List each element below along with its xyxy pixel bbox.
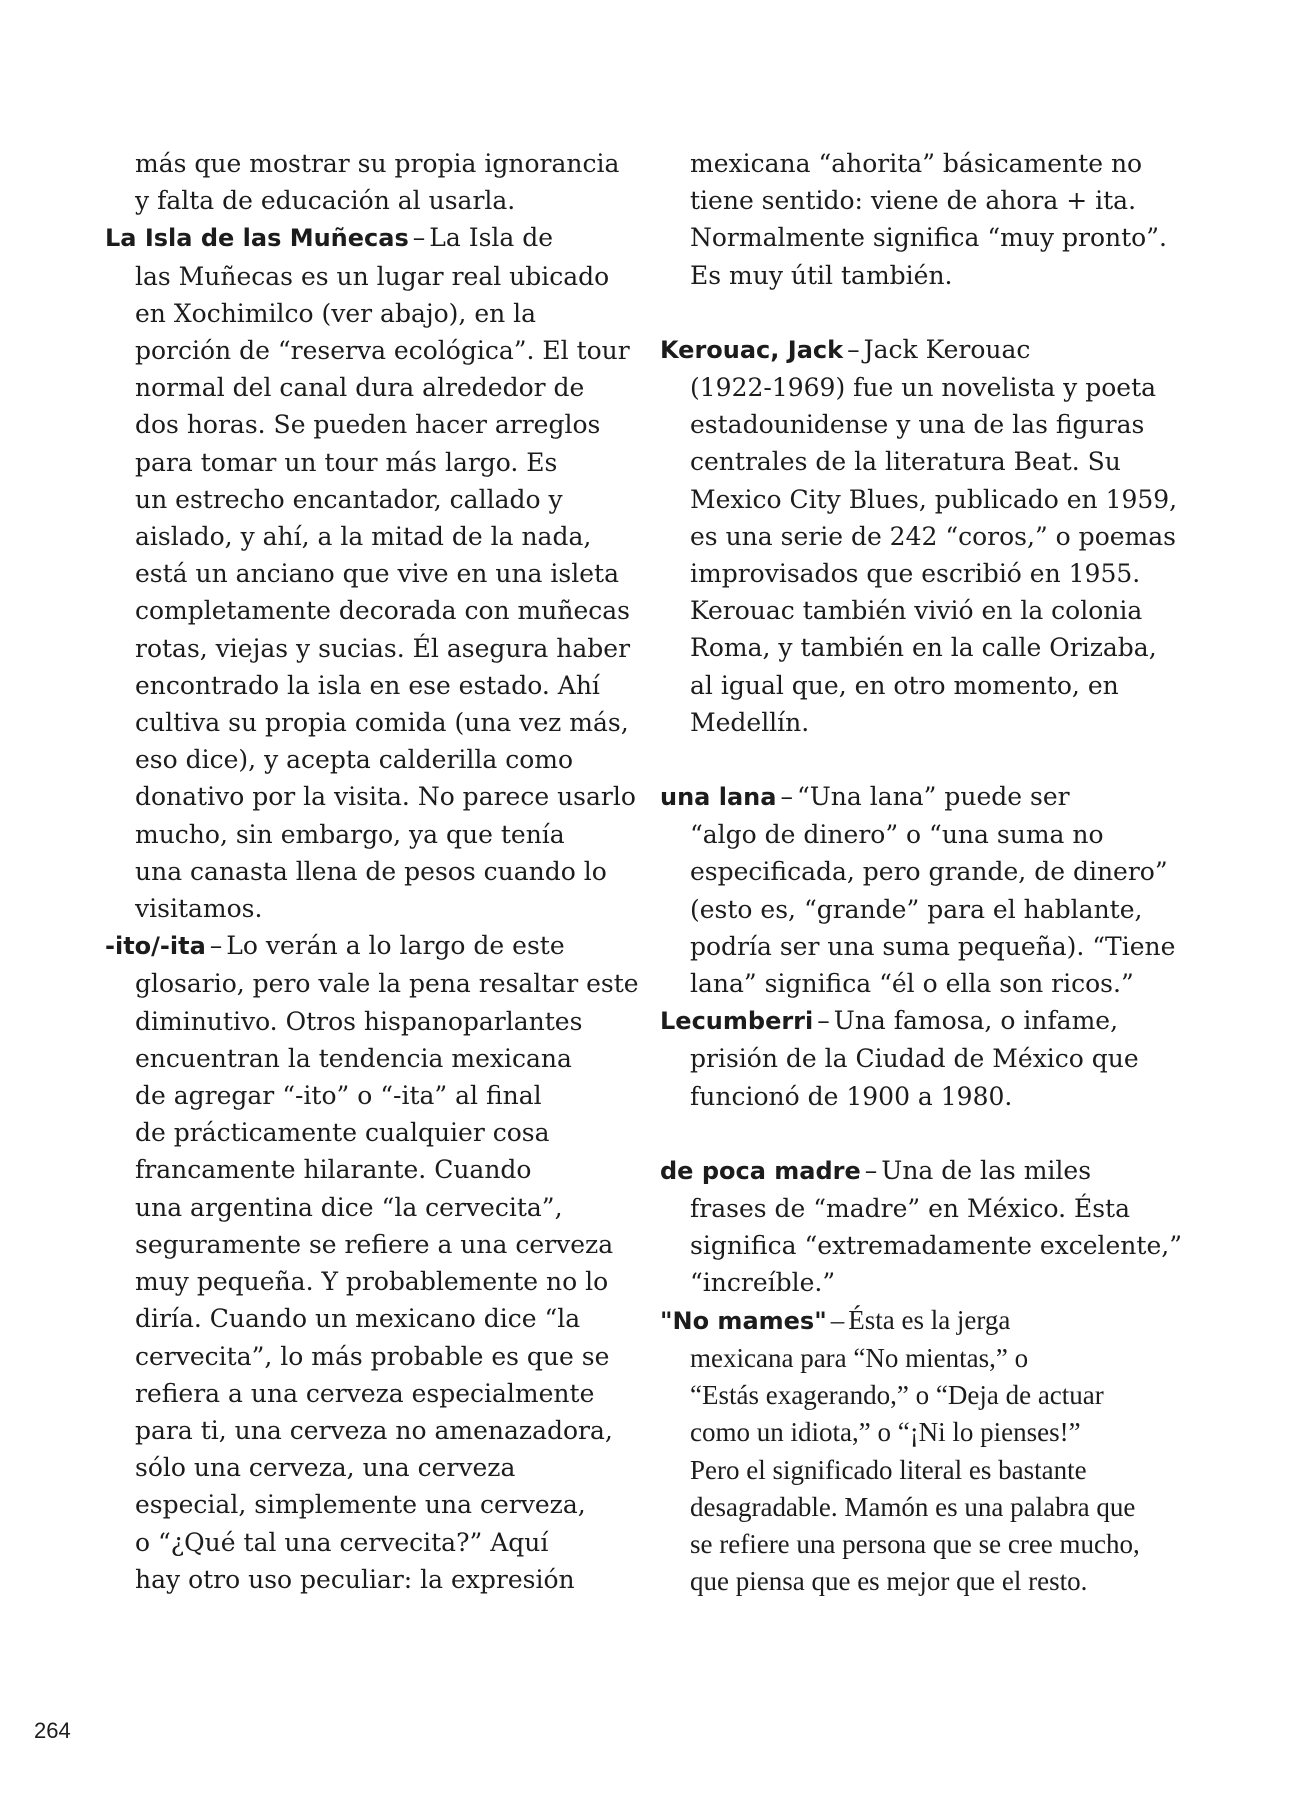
text-line: de agregar “-ito” o “-ita” al final	[135, 1081, 542, 1111]
text-line: como un idiota,” o “¡Ni lo pienses!”	[690, 1417, 1081, 1448]
glossary-term: "No mames"	[660, 1306, 827, 1335]
text-line: que piensa que es mejor que el resto.	[690, 1566, 1088, 1597]
glossary-entry-una-lana	[660, 778, 1190, 1002]
text-line: un estrecho encantador, callado y	[135, 484, 563, 514]
text-line: encuentran la tendencia mexicana	[135, 1043, 572, 1073]
text-line: las Muñecas es un lugar real ubicado	[135, 261, 610, 291]
glossary-entry-de-poca-madre	[660, 1152, 1190, 1302]
text-line: lana” significa “él o ella son ricos.”	[690, 969, 1134, 999]
entry-spacer	[660, 294, 1190, 331]
continued-text	[660, 145, 1190, 294]
entry-dash: –	[830, 1304, 845, 1335]
text-line: se refiere una persona que se cree mucho,	[690, 1528, 1140, 1559]
right-column	[660, 145, 1190, 1600]
text-line: Medellín.	[690, 707, 810, 737]
text-line: diría. Cuando un mexicano dice “la	[135, 1304, 581, 1334]
text-line: prisión de la Ciudad de México que	[690, 1044, 1139, 1074]
text-line: “Estás exagerando,” o “Deja de actuar	[690, 1380, 1104, 1411]
text-line: Ésta es la jerga	[848, 1304, 1011, 1335]
text-line: diminutivo. Otros hispanoparlantes	[135, 1006, 583, 1036]
text-line: Jack Kerouac	[863, 334, 1031, 364]
text-line: normal del canal dura alrededor de	[135, 373, 585, 403]
text-line: donativo por la visita. No parece usarlo	[135, 782, 636, 812]
text-line: de prácticamente cualquier cosa	[135, 1118, 550, 1148]
text-line: porción de “reserva ecológica”. El tour	[135, 336, 630, 366]
left-column	[105, 145, 639, 1598]
text-line: funcionó de 1900 a 1980.	[690, 1081, 1013, 1111]
text-line: La Isla de	[429, 223, 554, 253]
entry-dash: –	[209, 931, 223, 961]
text-line: “Una lana” puede ser	[796, 782, 1070, 812]
glossary-entry-isla-munecas	[105, 219, 635, 927]
text-line: para tomar un tour más largo. Es	[135, 447, 558, 477]
text-line: Mexico City Blues, publicado en 1959,	[690, 484, 1178, 514]
text-line: mexicana “ahorita” básicamente no	[690, 149, 1143, 178]
text-line: significa “extremadamente excelente,”	[690, 1231, 1182, 1261]
text-line: Roma, y también en la calle Orizaba,	[690, 633, 1157, 663]
text-line: rotas, viejas y sucias. Él asegura haber	[135, 633, 631, 663]
text-line: Una de las miles	[881, 1155, 1092, 1185]
entry-spacer	[660, 741, 1190, 778]
text-line: Kerouac también vivió en la colonia	[690, 596, 1143, 626]
text-line: Lo verán a lo largo de este	[226, 931, 565, 961]
text-line: especificada, pero grande, de dinero”	[690, 857, 1168, 887]
entry-dash: –	[817, 1006, 830, 1036]
glossary-term: Kerouac, Jack	[660, 335, 844, 364]
text-line: visitamos.	[135, 894, 263, 924]
text-line: una argentina dice “la cervecita”,	[135, 1192, 563, 1222]
text-line: frases de “madre” en México. Ésta	[690, 1194, 1130, 1224]
text-line: “algo de dinero” o “una suma no	[690, 820, 1104, 850]
text-line: Normalmente significa “muy pronto”.	[690, 223, 1167, 253]
text-line: más que mostrar su propia ignorancia	[135, 149, 620, 178]
continued-text	[105, 145, 635, 219]
text-line: francamente hilarante. Cuando	[135, 1155, 532, 1185]
text-line: Pero el significado literal es bastante	[690, 1454, 1087, 1485]
text-line: eso dice), y acepta calderilla como	[135, 745, 574, 775]
glossary-term: -ito/-ita	[105, 932, 206, 961]
text-line: cervecita”, lo más probable es que se	[135, 1341, 610, 1371]
text-line: centrales de la literatura Beat. Su	[690, 447, 1121, 477]
text-line: aislado, y ahí, a la mitad de la nada,	[135, 522, 592, 552]
text-line: sólo una cerveza, una cerveza	[135, 1453, 516, 1483]
text-line: es una serie de 242 “coros,” o poemas	[690, 521, 1176, 551]
glossary-entry-kerouac	[660, 331, 1190, 741]
text-line: Una famosa, o infame,	[833, 1006, 1119, 1036]
text-line: al igual que, en otro momento, en	[690, 670, 1119, 700]
text-line: podría ser una suma pequeña). “Tiene	[690, 931, 1176, 961]
glossary-entry-no-mames	[660, 1302, 1190, 1601]
text-line: hay otro uso peculiar: la expresión	[135, 1564, 575, 1594]
text-line: una canasta llena de pesos cuando lo	[135, 856, 607, 886]
text-line: (1922-1969) fue un novelista y poeta	[690, 373, 1157, 403]
glossary-entry-ito-ita	[105, 927, 639, 1598]
glossary-term: Lecumberri	[660, 1007, 814, 1036]
text-line: refiera a una cerveza especialmente	[135, 1378, 595, 1408]
entry-dash: –	[864, 1155, 878, 1185]
glossary-term: La Isla de las Muñecas	[105, 224, 409, 253]
glossary-term: de poca madre	[660, 1156, 861, 1185]
text-line: mucho, sin embargo, ya que tenía	[135, 819, 565, 849]
text-line: para ti, una cerveza no amenazadora,	[135, 1415, 613, 1445]
text-line: mexicana para “No mientas,” o	[690, 1342, 1029, 1373]
text-line: improvisados que escribió en 1955.	[690, 559, 1141, 589]
text-line: está un anciano que vive en una isleta	[135, 559, 619, 589]
glossary-term: una lana	[660, 783, 777, 812]
text-line: en Xochimilco (ver abajo), en la	[135, 298, 537, 328]
entry-dash: –	[412, 223, 426, 253]
text-line: Es muy útil también.	[690, 260, 953, 290]
text-line: especial, simplemente una cerveza,	[135, 1490, 586, 1520]
text-line: “increíble.”	[690, 1268, 836, 1298]
text-line: dos horas. Se pueden hacer arreglos	[135, 410, 601, 440]
text-line: desagradable. Mamón es una palabra que	[690, 1491, 1136, 1522]
text-line: o “¿Qué tal una cervecita?” Aquí	[135, 1527, 549, 1557]
page-number: 264	[34, 1718, 71, 1743]
text-line: encontrado la isla en ese estado. Ahí	[135, 670, 600, 700]
text-line: muy pequeña. Y probablemente no lo	[135, 1267, 609, 1297]
text-line: y falta de educación al usarla.	[135, 186, 516, 216]
text-line: cultiva su propia comida (una vez más,	[135, 708, 629, 738]
entry-spacer	[660, 1115, 1190, 1152]
text-line: completamente decorada con muñecas	[135, 596, 630, 626]
text-line: glosario, pero vale la pena resaltar este	[135, 969, 639, 999]
entry-dash: –	[847, 334, 860, 364]
text-line: (esto es, “grande” para el hablante,	[690, 894, 1143, 924]
text-line: tiene sentido: viene de ahora + ita.	[690, 186, 1137, 216]
text-line: estadounidense y una de las figuras	[690, 410, 1145, 440]
entry-dash: –	[780, 782, 793, 812]
glossary-entry-lecumberri	[660, 1002, 1190, 1115]
text-line: seguramente se refiere a una cerveza	[135, 1229, 614, 1259]
